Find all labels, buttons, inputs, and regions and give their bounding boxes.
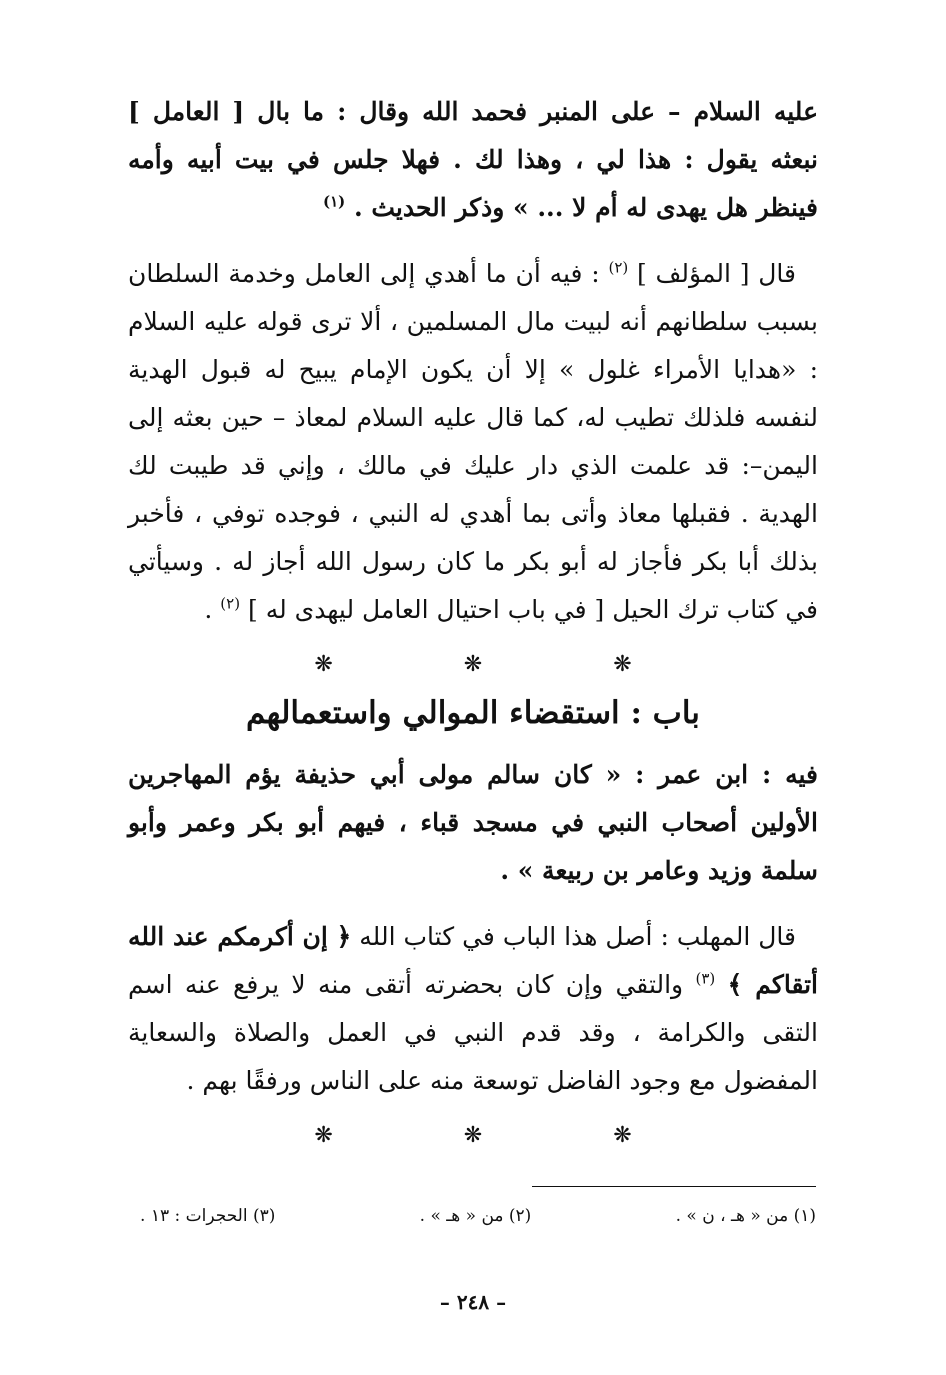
footnote-1: (١) من « هـ ، ن » . [675,1206,816,1226]
footnote-ref-1: (١) [322,192,346,211]
commentary-text: والتقي وإن كان بحضرته أتقى منه لا يرفع عنه اسم التقى والكرامة ، وقد قدم النبي في العمل والصلاة والسعاية المفضول مع وجود الفاضل توسعة منه على الناس ورفقًا بهم . [128,970,818,1095]
footnote-3: (٣) الحجرات : ١٣ . [140,1206,276,1226]
paragraph-1-text: عليه السلام – على المنبر فحمد الله وقال : ما بال [ العامل ] نبعثه يقول : هذا لي ، وهذا لك . فهلا جلس في بيت أبيه وأمه فينظر هل يهدى له أم لا ... » وذكر الحديث . [128,97,818,222]
quran-verse: ﴿ إن أكرمكم عند الله أتقاكم ﴾ [128,922,818,999]
footnote-ref-2a: (٢) [608,258,629,277]
commentary-paragraph [128,913,818,1105]
paragraph-2-lead: قال [ المؤلف ] [637,259,796,288]
page-body [128,88,818,1160]
commentary-lead: قال المهلب : أصل هذا الباب في كتاب الله [359,922,796,951]
footnote-rule [532,1186,816,1187]
section-divider-end: ❋ ❋ ❋ [314,1123,694,1148]
chapter-heading: باب : استقضاء الموالي واستعمالهم [246,695,700,731]
page-number: – ٢٤٨ – [439,1290,507,1314]
paragraph-2-text: : فيه أن ما أهدي إلى العامل وخدمة السلطان بسبب سلطانهم أنه لبيت مال المسلمين ، ألا ترى قوله عليه السلام : «هدايا الأمراء غلول » إلا أن يكون الإمام يبيح له قبول الهدية لنفسه فلذلك تطيب له، كما قال عليه السلام لمعاذ – حين بعثه إلى اليمن–: قد علمت الذي دار عليك في مالك ، وإني قد طيبت لك الهدية . فقبلها معاذ وأتى بما أهدي له النبي ، فوجده توفي ، فأخبر بذلك أبا بكر فأجاز له أبو بكر ما كان رسول الله أجاز له . وسيأتي في كتاب ترك الحيل [ في باب احتيال العامل ليهدى له ] [128,259,818,624]
section-divider: ❋ ❋ ❋ [314,652,694,677]
footnote-ref-2b: (٢) [220,594,241,613]
hadith-paragraph: فيه : ابن عمر : « كان سالم مولى أبي حذيفة يؤم المهاجرين الأولين أصحاب النبي في مسجد قباء ، فيهم أبو بكر وعمر وأبو سلمة وزيد وعامر بن ربيعة » . [128,760,818,885]
paragraph-2 [128,250,818,634]
footnote-ref-3: (٣) [695,969,716,988]
paragraph-1 [128,88,818,232]
paragraph-2-end: . [204,595,213,624]
footnotes [140,1206,816,1226]
footnote-2: (٢) من « هـ » . [419,1206,532,1226]
